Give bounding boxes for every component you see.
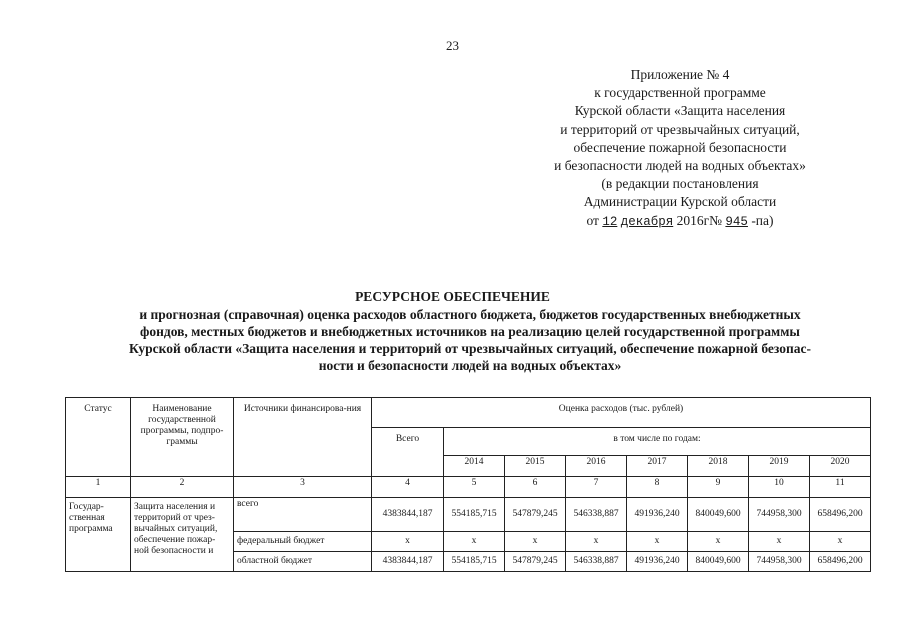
column-number: 3 [234, 477, 372, 498]
value-cell: 554185,715 [444, 498, 505, 532]
number-suffix: -па) [751, 212, 774, 228]
column-number: 6 [505, 477, 566, 498]
date-prefix: от [586, 212, 599, 228]
header-year: 2014 [444, 456, 505, 477]
column-number: 2 [131, 477, 234, 498]
appendix-line: и территорий от чрезвычайных ситуаций, [560, 121, 800, 137]
header-year: 2020 [810, 456, 871, 477]
header-funding-source: Источники финансирова-ния [234, 398, 372, 477]
value-cell: х [627, 532, 688, 552]
value-cell: 4383844,187 [372, 498, 444, 532]
header-total: Всего [372, 428, 444, 477]
column-number: 8 [627, 477, 688, 498]
column-number: 1 [66, 477, 131, 498]
value-cell: 491936,240 [627, 498, 688, 532]
resource-table [65, 397, 871, 572]
header-by-years: в том числе по годам: [444, 428, 871, 456]
appendix-block [520, 66, 840, 231]
header-year: 2019 [749, 456, 810, 477]
value-cell: 546338,887 [566, 552, 627, 572]
subtitle-line: Курской области «Защита населения и территорий от чрезвычайных ситуаций, обеспечение пожарной безопас- [128, 341, 812, 356]
value-cell: 658496,200 [810, 498, 871, 532]
number-sign: № [709, 212, 723, 228]
date-day: 12 [602, 214, 618, 229]
header-year: 2015 [505, 456, 566, 477]
value-cell: х [749, 532, 810, 552]
header-year: 2016 [566, 456, 627, 477]
value-cell: 547879,245 [505, 498, 566, 532]
header-year: 2018 [688, 456, 749, 477]
header-estimate: Оценка расходов (тыс. рублей) [372, 398, 871, 428]
value-cell: х [688, 532, 749, 552]
value-cell: 554185,715 [444, 552, 505, 572]
value-cell: 840049,600 [688, 498, 749, 532]
appendix-line: Приложение № 4 [630, 67, 730, 82]
value-cell: х [372, 532, 444, 552]
value-cell: х [810, 532, 871, 552]
value-cell: х [566, 532, 627, 552]
column-number: 10 [749, 477, 810, 498]
value-cell: 744958,300 [749, 498, 810, 532]
value-cell: 546338,887 [566, 498, 627, 532]
value-cell: х [444, 532, 505, 552]
column-number: 11 [810, 477, 871, 498]
appendix-line: (в редакции постановления [601, 176, 759, 192]
header-year: 2017 [627, 456, 688, 477]
value-cell: 4383844,187 [372, 552, 444, 572]
column-number: 7 [566, 477, 627, 498]
subtitle-line: и прогнозная (справочная) оценка расходов областного бюджета, бюджетов государственных внебюджетных [139, 307, 801, 322]
appendix-line: к государственной программе [594, 85, 766, 101]
column-number: 9 [688, 477, 749, 498]
program-status: Государ-ственная программа [66, 498, 131, 572]
header-program-name: Наименование государственной программы, подпро-граммы [131, 398, 234, 477]
document-number: 945 [725, 214, 748, 229]
appendix-line: обеспечение пожарной безопасности [573, 139, 787, 155]
header-status: Статус [66, 398, 131, 477]
document-title: РЕСУРСНОЕ ОБЕСПЕЧЕНИЕ [355, 289, 550, 304]
value-cell: 744958,300 [749, 552, 810, 572]
value-cell: 840049,600 [688, 552, 749, 572]
value-cell: 491936,240 [627, 552, 688, 572]
date-month: декабря [620, 214, 674, 229]
appendix-line: и безопасности людей на водных объектах» [554, 158, 806, 174]
appendix-date-line [520, 212, 840, 231]
program-name: Защита населения и территорий от чрез-вычайных ситуаций, обеспечение пожар-ной безопасности и [131, 498, 234, 572]
date-year: 2016г [676, 212, 710, 228]
funding-source: всего [234, 498, 372, 532]
value-cell: 547879,245 [505, 552, 566, 572]
subtitle-line: ности и безопасности людей на водных объектах» [318, 358, 622, 373]
subtitle-line: фондов, местных бюджетов и внебюджетных источников на реализацию целей государственной программы [140, 324, 800, 339]
value-cell: 658496,200 [810, 552, 871, 572]
document-subtitle [80, 306, 860, 374]
appendix-line: Курской области «Защита населения [574, 103, 786, 119]
page-number: 23 [446, 38, 459, 53]
funding-source: федеральный бюджет [234, 532, 372, 552]
column-number: 5 [444, 477, 505, 498]
column-number: 4 [372, 477, 444, 498]
appendix-line: Администрации Курской области [583, 194, 777, 210]
funding-source: областной бюджет [234, 552, 372, 572]
value-cell: х [505, 532, 566, 552]
